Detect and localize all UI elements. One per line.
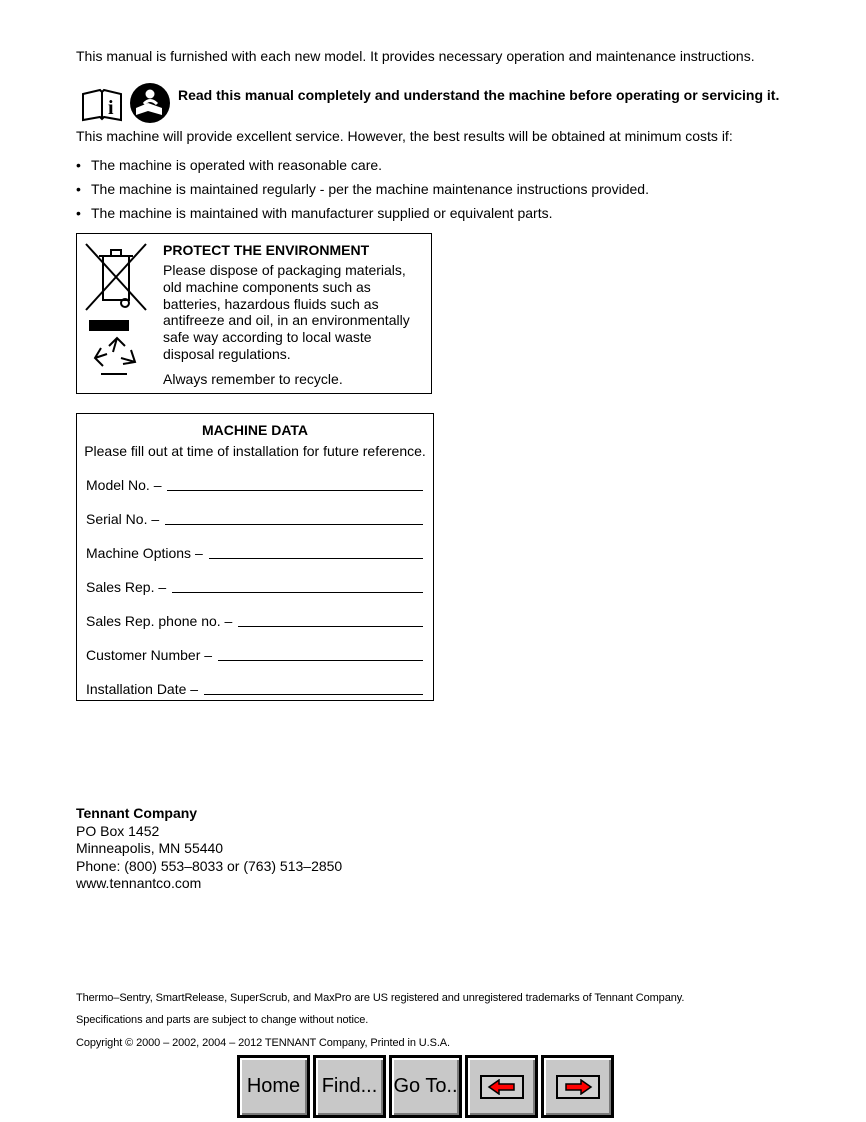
list-item: • The machine is operated with reasonable care. xyxy=(76,156,649,180)
sales-rep-phone-field[interactable] xyxy=(86,609,423,629)
field-line[interactable] xyxy=(209,544,423,559)
recycle-icon xyxy=(95,338,135,374)
environment-text: Please dispose of packaging materials, old machine components such as batteries, hazardous fluids such as antifreeze and oil, in an environmentally safe way according to local waste disposal regulations. xyxy=(163,262,410,362)
home-button[interactable]: Home xyxy=(237,1055,310,1118)
specs-notice: Specifications and parts are subject to change without notice. xyxy=(76,1014,369,1026)
list-item: • The machine is maintained regularly - per the machine maintenance instructions provided. xyxy=(76,180,649,204)
intro-text: This manual is furnished with each new model. It provides necessary operation and maintenance instructions. xyxy=(76,48,755,64)
field-label: Model No. – xyxy=(86,477,162,493)
website-link[interactable]: www.tennantco.com xyxy=(76,875,202,892)
field-line[interactable] xyxy=(204,680,423,695)
field-line[interactable] xyxy=(218,646,423,661)
recycle-reminder: Always remember to recycle. xyxy=(163,371,343,387)
environment-box xyxy=(76,233,432,394)
navigation-bar xyxy=(237,1055,614,1121)
field-line[interactable] xyxy=(238,612,423,627)
field-label: Customer Number – xyxy=(86,647,213,663)
machine-data-subtitle: Please fill out at time of installation for future reference. xyxy=(84,443,426,459)
previous-page-button[interactable] xyxy=(465,1055,538,1118)
list-item: • The machine is maintained with manufacturer supplied or equivalent parts. xyxy=(76,204,649,228)
sales-rep-field[interactable] xyxy=(86,575,423,595)
goto-button[interactable]: Go To.. xyxy=(389,1055,462,1118)
machine-data-box xyxy=(76,413,434,701)
installation-date-field[interactable] xyxy=(86,677,423,697)
field-label: Sales Rep. – xyxy=(86,579,167,595)
field-line[interactable] xyxy=(165,510,423,525)
city: Minneapolis, MN 55440 xyxy=(76,840,224,857)
field-label: Machine Options – xyxy=(86,545,203,561)
left-arrow-icon xyxy=(480,1075,524,1099)
field-label: Installation Date – xyxy=(86,681,199,697)
crossed-bin-icon xyxy=(86,244,146,310)
po-box: PO Box 1452 xyxy=(76,822,160,839)
next-page-button[interactable] xyxy=(541,1055,614,1118)
find-button[interactable]: Find... xyxy=(313,1055,386,1118)
black-bar-icon xyxy=(89,320,129,331)
service-intro: This machine will provide excellent service. However, the best results will be obtained at minimum costs if: xyxy=(76,128,733,144)
trademark-notice: Thermo–Sentry, SmartRelease, SuperScrub, and MaxPro are US registered and unregistered trademarks of Tennant Company. xyxy=(76,992,685,1004)
company-name: Tennant Company xyxy=(76,805,198,821)
model-number-field[interactable] xyxy=(86,473,423,493)
field-line[interactable] xyxy=(167,476,423,491)
svg-text:i: i xyxy=(108,97,114,119)
field-line[interactable] xyxy=(172,578,423,593)
machine-options-field[interactable] xyxy=(86,541,423,561)
environment-title: PROTECT THE ENVIRONMENT xyxy=(163,242,370,258)
read-manual-icon xyxy=(80,82,172,124)
bullet-list xyxy=(76,156,649,228)
machine-data-title: MACHINE DATA xyxy=(201,422,309,438)
customer-number-field[interactable] xyxy=(86,643,423,663)
right-arrow-icon xyxy=(556,1075,600,1099)
phone: Phone: (800) 553–8033 or (763) 513–2850 xyxy=(76,857,343,874)
serial-number-field[interactable] xyxy=(86,507,423,527)
company-address xyxy=(76,805,342,893)
field-label: Serial No. – xyxy=(86,511,160,527)
environment-icons xyxy=(83,242,151,387)
field-label: Sales Rep. phone no. – xyxy=(86,613,233,629)
read-manual-notice: Read this manual completely and understand the machine before operating or servicing it. xyxy=(178,87,780,103)
copyright-notice: Copyright © 2000 – 2002, 2004 – 2012 TENNANT Company, Printed in U.S.A. xyxy=(76,1037,450,1049)
